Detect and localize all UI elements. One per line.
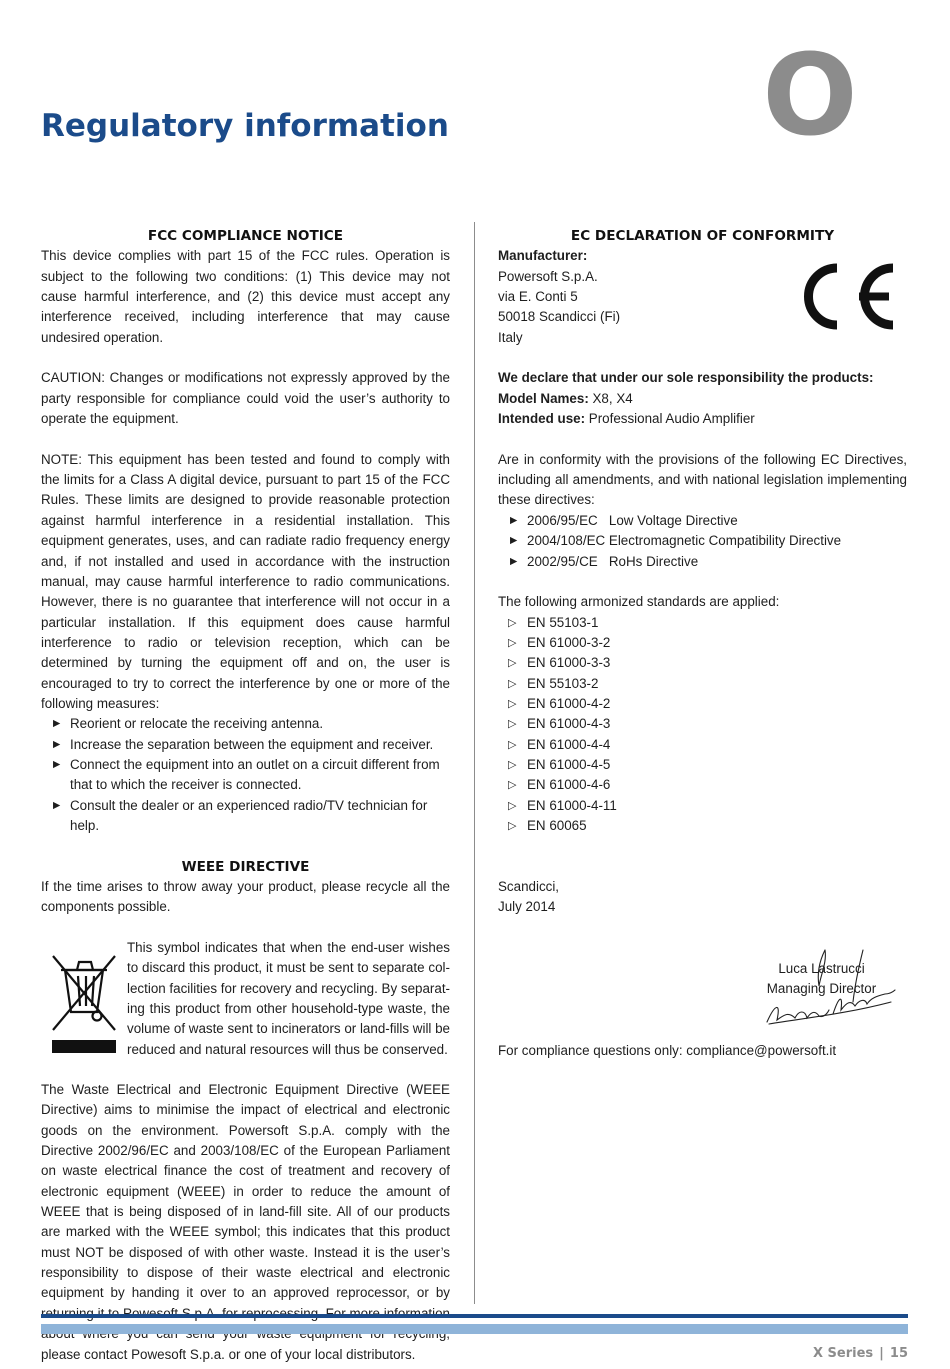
list-item: ▷ EN 60065 bbox=[498, 816, 907, 836]
page-footer bbox=[813, 1346, 908, 1361]
list-item: ▷ EN 55103-1 bbox=[498, 613, 907, 633]
column-divider bbox=[474, 222, 475, 1304]
use-label: Intended use: bbox=[498, 411, 586, 427]
list-item: ▶ Increase the separation between the equipment and receiver. bbox=[41, 735, 450, 755]
series-name: X Series bbox=[813, 1346, 874, 1361]
list-item: ▷ EN 61000-4-2 bbox=[498, 694, 907, 714]
conformity-statement: Are in conformity with the provisions of the following EC Directives, including all amendments, and with national legislation implementing these directives: bbox=[498, 451, 907, 508]
model-value: X8, X4 bbox=[588, 390, 633, 406]
list-item: ▷ EN 61000-4-5 bbox=[498, 755, 907, 775]
declaration-statement: We declare that under our sole responsibility the products: bbox=[498, 370, 874, 386]
footer-rule-dark bbox=[41, 1314, 908, 1318]
list-item: ▷ EN 61000-4-4 bbox=[498, 735, 907, 755]
fcc-note: NOTE: This equipment has been tested and found to comply with the limits for a Class A digital device, pursuant to part 15 of the FCC Rules. These limits are designed to provide reasonable protection against harmful interference in a residential installation. This equipment generates, uses, and can radiate radio frequency energy and, if not installed and used in accordance with the instruction manual, may cause harmful interference to radio communications. However, there is no guarantee that interference will not occur in a particular installation. If this equipment does cause harmful interference to radio or television reception, which can be determined by turning the equipment off and on, the user is encouraged to try to correct the interference by one or more of the following measures: bbox=[41, 451, 450, 711]
list-item: ▶ 2002/95/CE RoHs Directive bbox=[498, 552, 907, 572]
list-item: ▷ EN 61000-4-11 bbox=[498, 796, 907, 816]
use-value: Professional Audio Amplifier bbox=[585, 411, 755, 427]
weee-directive-text: The Waste Electrical and Electronic Equipment Directive (WEEE Directive) aims to minimise the impact of electrical and electronic goods on the environment. Powersoft S.p.A. comply with the Directive 2002/96/EC and 2003/108/EC of the European Parliament on waste electrical finance the cost of treatment and recovery of electronic equipment (WEEE) in order to reduce the amount of WEEE that is being disposed of in land-fill site. All of our products are marked with the WEEE symbol; this indicates that this product must NOT be disposed of with other waste. Instead it is the user’s responsibility to dispose of their waste electrical and electronic equipment by handing it over to an approved reprocessor, or by please contact Powesoft S.p.a. or one of your local distributors. bbox=[41, 1082, 450, 1362]
left-column bbox=[41, 226, 450, 1365]
list-item: ▷ EN 61000-4-3 bbox=[498, 714, 907, 734]
list-item: ▶ Consult the dealer or an experienced radio/TV technician for help. bbox=[41, 796, 450, 837]
ec-heading: EC DECLARATION OF CONFORMITY bbox=[570, 228, 835, 244]
fcc-caution: CAUTION: Changes or modifications not expressly approved by the party responsible for compliance could void the user’s authority to operate the equipment. bbox=[41, 370, 450, 427]
weee-symbol-block bbox=[41, 938, 450, 1080]
list-item: ▷ EN 61000-3-2 bbox=[498, 633, 907, 653]
directives-list bbox=[498, 511, 907, 572]
page-title: Regulatory information bbox=[41, 108, 449, 144]
crossed-out-wheelie-bin-icon bbox=[49, 948, 119, 1058]
ce-mark-icon bbox=[793, 260, 897, 333]
weee-symbol-text: This symbol indicates that when the end-user wishes to discard this product, it must be sent to separate collection facilities for recovery and recycling. By separating this product from other household-type waste, the volume of waste sent to incinerators or land-fills will be reduced and natural resources will thus be conserved. bbox=[127, 940, 451, 1057]
address-line: 50018 Scandicci (Fi) bbox=[498, 309, 621, 325]
list-item: ▶ 2004/108/EC Electromagnetic Compatibility Directive bbox=[498, 531, 907, 551]
fcc-measures-list bbox=[41, 714, 450, 836]
place: Scandicci, bbox=[498, 879, 560, 894]
footer-rule-light bbox=[41, 1324, 908, 1334]
date: July 2014 bbox=[498, 899, 556, 915]
list-item: ▶ Connect the equipment into an outlet on a circuit different from that to which the receiver is connected. bbox=[41, 755, 450, 796]
standards-list bbox=[498, 613, 907, 837]
weee-intro: If the time arises to throw away your product, please recycle all the components possible. bbox=[41, 879, 450, 915]
page-number: 15 bbox=[889, 1346, 908, 1361]
footer-separator: | bbox=[879, 1346, 884, 1361]
compliance-contact: For compliance questions only: compliance@powersoft.it bbox=[498, 1043, 837, 1058]
model-label: Model Names: bbox=[498, 390, 589, 406]
handwritten-signature bbox=[755, 944, 900, 1034]
fcc-intro: This device complies with part 15 of the FCC rules. Operation is subject to the following two conditions: (1) This device may not cause harmful interference, and (2) this device must accept any interference received, including interference that may cause undesired operation. bbox=[41, 248, 450, 345]
signer-name: Luca Lastrucci bbox=[778, 961, 865, 976]
intended-use bbox=[498, 409, 907, 429]
list-item: ▶ Reorient or relocate the receiving antenna. bbox=[41, 714, 450, 734]
manufacturer-label: Manufacturer: bbox=[498, 248, 588, 264]
list-item: ▷ EN 61000-4-6 bbox=[498, 775, 907, 795]
standards-intro: The following armonized standards are applied: bbox=[498, 594, 780, 610]
address-line: via E. Conti 5 bbox=[498, 289, 578, 305]
list-item: ▶ 2006/95/EC Low Voltage Directive bbox=[498, 511, 907, 531]
signature-block bbox=[740, 944, 900, 1034]
chapter-letter: O bbox=[762, 31, 858, 161]
address-line: Italy bbox=[498, 329, 523, 345]
signer-title: Managing Director bbox=[766, 981, 877, 996]
list-item: ▷ EN 61000-3-3 bbox=[498, 653, 907, 673]
fcc-heading: FCC COMPLIANCE NOTICE bbox=[147, 228, 344, 244]
list-item: ▷ EN 55103-2 bbox=[498, 674, 907, 694]
address-line: Powersoft S.p.A. bbox=[498, 268, 598, 284]
model-names bbox=[498, 389, 907, 409]
weee-heading: WEEE DIRECTIVE bbox=[181, 858, 310, 875]
